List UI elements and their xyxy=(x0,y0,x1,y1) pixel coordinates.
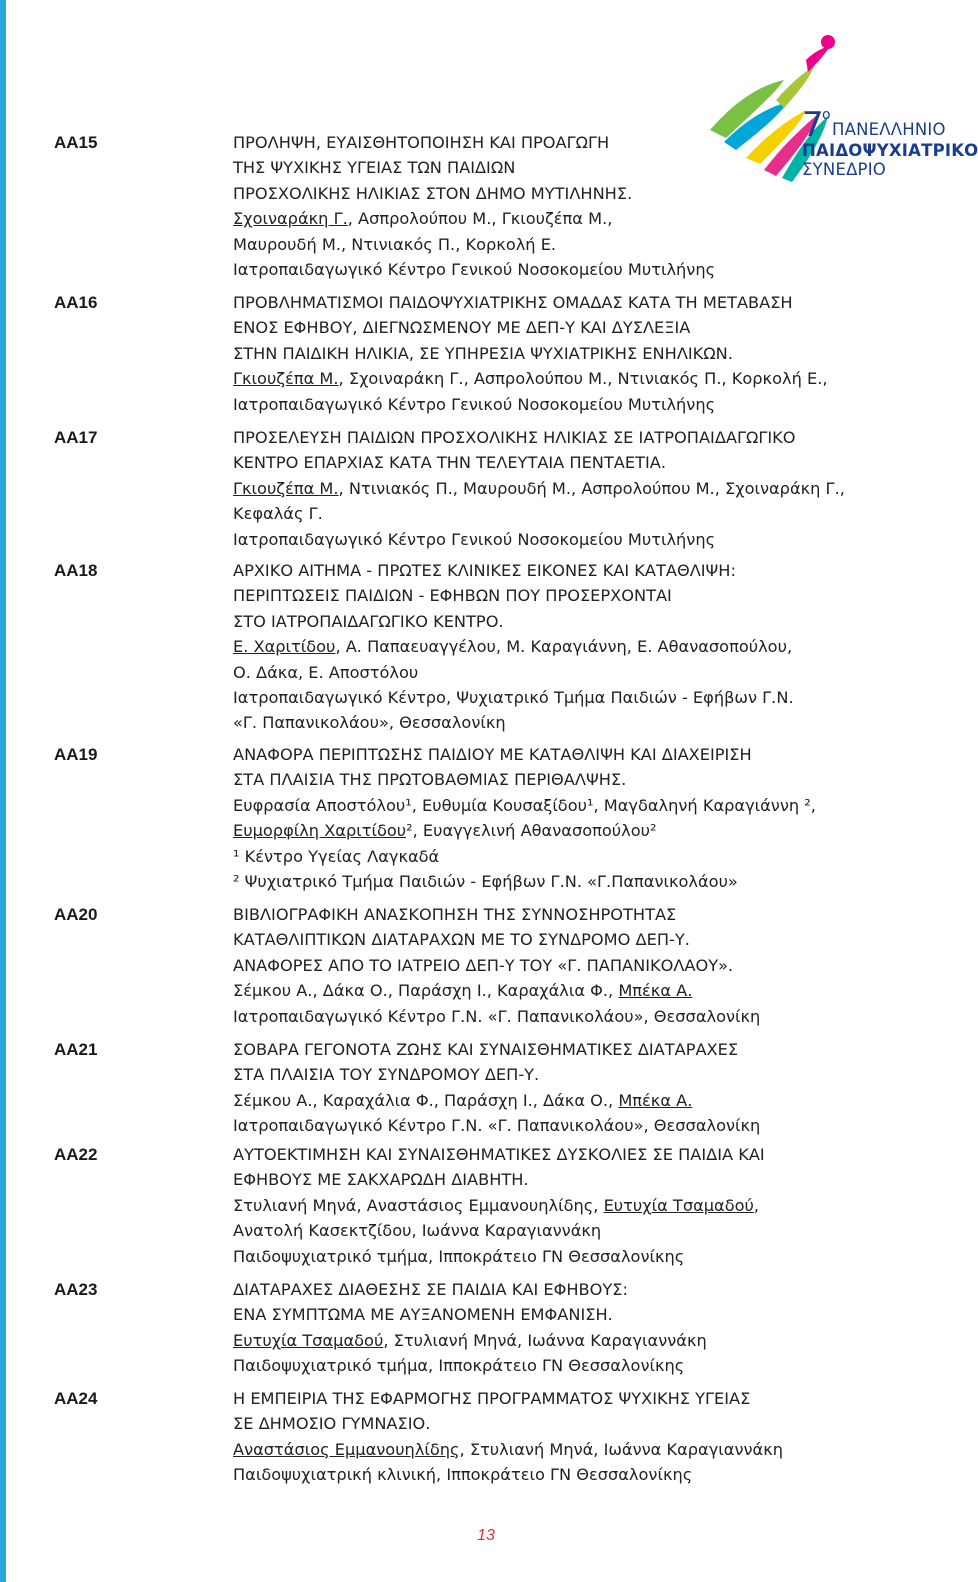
text-segment: Κεφαλάς Γ. xyxy=(233,504,323,524)
page-number: 13 xyxy=(477,1527,495,1544)
text-segment: , Α. Παπαευαγγέλου, Μ. Καραγιάννη, Ε. Αθανασοπούλου, xyxy=(335,637,793,657)
abstract-text-line xyxy=(233,1113,933,1138)
abstract-text-line xyxy=(233,1004,933,1029)
text-segment: ¹ Κέντρο Υγείας Λαγκαδά xyxy=(233,846,440,866)
text-segment: Σέμκου Α., Καραχάλια Φ., Παράσχη Ι., Δάκα Ο., xyxy=(233,1090,619,1110)
text-segment: Στυλιανή Μηνά, Αναστάσιος Εμμανουηλίδης, xyxy=(233,1195,604,1215)
text-segment: Ιατροπαιδαγωγικό Κέντρο Γ.Ν. «Γ. Παπανικολάου», Θεσσαλονίκη xyxy=(233,1116,761,1136)
abstract-title-line xyxy=(233,130,933,155)
abstract-text-line xyxy=(233,634,933,659)
abstract-body xyxy=(233,130,933,282)
abstract-body xyxy=(233,1142,933,1269)
text-segment: ΑΡΧΙΚΟ ΑΙΤΗΜΑ - ΠΡΩΤΕΣ ΚΛΙΝΙΚΕΣ ΕΙΚΟΝΕΣ ΚΑΙ ΚΑΤΑΘΛΙΨΗ: xyxy=(233,561,736,580)
abstract-text-line xyxy=(233,793,933,818)
abstract-text-line xyxy=(233,1462,933,1487)
abstract-text-line xyxy=(233,844,933,869)
text-segment: ΒΙΒΛΙΟΓΡΑΦΙΚΗ ΑΝΑΣΚΟΠΗΣΗ ΤΗΣ ΣΥΝΝΟΣΗΡΟΤΗΤΑΣ xyxy=(233,905,677,924)
text-segment: ΚΑΤΑΘΛΙΠΤΙΚΩΝ ΔΙΑΤΑΡΑΧΩΝ ΜΕ ΤΟ ΣΥΝΔΡΟΜΟ ΔΕΠ-Υ. xyxy=(233,930,690,950)
abstract-text-line xyxy=(233,767,933,792)
text-segment: Ιατροπαιδαγωγικό Κέντρο Γ.Ν. «Γ. Παπανικολάου», Θεσσαλονίκη xyxy=(233,1006,761,1026)
abstract-text-line xyxy=(233,366,933,391)
abstract-body xyxy=(233,425,933,552)
abstract-text-line xyxy=(233,476,933,501)
text-segment: Ο. Δάκα, Ε. Αποστόλου xyxy=(233,662,419,682)
text-segment: Παιδοψυχιατρικό τμήμα, Ιπποκράτειο ΓΝ Θεσσαλονίκης xyxy=(233,1356,685,1376)
abstract-text-line xyxy=(233,927,933,952)
abstract-text-line xyxy=(233,1411,933,1436)
abstract-text-line xyxy=(233,710,933,735)
abstract-text-line xyxy=(233,501,933,526)
text-segment: ΠΡΟΒΛΗΜΑΤΙΣΜΟΙ ΠΑΙΔΟΨΥΧΙΑΤΡΙΚΗΣ ΟΜΑΔΑΣ ΚΑΤΑ ΤΗ ΜΕΤΑΒΑΣΗ xyxy=(233,293,793,312)
abstract-body xyxy=(233,902,933,1029)
text-segment: ΣΤΟ ΙΑΤΡΟΠΑΙΔΑΓΩΓΙΚΟ ΚΕΝΤΡΟ. xyxy=(233,611,504,631)
text-segment: ² Ψυχιατρικό Τμήμα Παιδιών - Εφήβων Γ.Ν. «Γ.Παπανικολάου» xyxy=(233,872,738,892)
abstract-body xyxy=(233,742,933,894)
abstract-text-line xyxy=(233,392,933,417)
abstract-title-line xyxy=(233,1386,933,1411)
abstract-text-line xyxy=(233,232,933,257)
abstract-title-line xyxy=(233,425,933,450)
text-segment: Ιατροπαιδαγωγικό Κέντρο Γενικού Νοσοκομείου Μυτιλήνης xyxy=(233,394,716,414)
text-segment: Ευφρασία Αποστόλου¹, Ευθυμία Κουσαξίδου¹, Μαγδαληνή Καραγιάννη ², xyxy=(233,795,816,815)
logo-line-1: ΠΑΝΕΛΛΗΝΙΟ xyxy=(832,120,946,139)
text-segment: ², Ευαγγελινή Αθανασοπούλου² xyxy=(406,821,657,841)
text-segment: Μαυρουδή Μ., Ντινιακός Π., Κορκολή Ε. xyxy=(233,234,557,254)
abstract-text-line xyxy=(233,181,933,206)
logo-superscript: ο xyxy=(822,107,831,123)
abstract-text-line xyxy=(233,315,933,340)
presenting-author: Μπέκα Α. xyxy=(618,1090,693,1110)
text-segment: ΑΥΤΟΕΚΤΙΜΗΣΗ ΚΑΙ ΣΥΝΑΙΣΘΗΜΑΤΙΚΕΣ ΔΥΣΚΟΛΙΕΣ ΣΕ ΠΑΙΔΙΑ ΚΑΙ xyxy=(233,1145,765,1164)
presenting-author: Ευτυχία Τσαμαδού xyxy=(233,1330,384,1350)
text-segment: Ανατολή Κασεκτζίδου, Ιωάννα Καραγιαννάκη xyxy=(233,1221,602,1241)
text-segment: ΕΝΟΣ ΕΦΗΒΟΥ, ΔΙΕΓΝΩΣΜΕΝΟΥ ΜΕ ΔΕΠ-Υ ΚΑΙ ΔΥΣΛΕΞΙΑ xyxy=(233,318,691,338)
abstract-text-line xyxy=(233,1218,933,1243)
text-segment: Η ΕΜΠΕΙΡΙΑ ΤΗΣ ΕΦΑΡΜΟΓΗΣ ΠΡΟΓΡΑΜΜΑΤΟΣ ΨΥΧΙΚΗΣ ΥΓΕΙΑΣ xyxy=(233,1389,751,1408)
text-segment: ΣΤΑ ΠΛΑΙΣΙΑ ΤΗΣ ΠΡΩΤΟΒΑΘΜΙΑΣ ΠΕΡΙΘΑΛΨΗΣ. xyxy=(233,770,627,790)
text-segment: , Ασπρολούπου Μ., Γκιουζέπα Μ., xyxy=(347,209,613,229)
abstract-body xyxy=(233,1277,933,1379)
text-segment: ΠΕΡΙΠΤΩΣΕΙΣ ΠΑΙΔΙΩΝ - ΕΦΗΒΩΝ ΠΟΥ ΠΡΟΣΕΡΧΟΝΤΑΙ xyxy=(233,586,672,606)
abstract-body xyxy=(233,1037,933,1139)
presenting-author: Σχοιναράκη Γ. xyxy=(233,209,348,229)
text-segment: ΣΟΒΑΡΑ ΓΕΓΟΝΟΤΑ ΖΩΗΣ ΚΑΙ ΣΥΝΑΙΣΘΗΜΑΤΙΚΕΣ ΔΙΑΤΑΡΑΧΕΣ xyxy=(233,1040,739,1059)
presenting-author: Γκιουζέπα Μ. xyxy=(233,369,339,389)
abstract-text-line xyxy=(233,660,933,685)
abstract-code: AA17 xyxy=(54,428,98,447)
text-segment: , Ντινιακός Π., Μαυρουδή Μ., Ασπρολούπου Μ., Σχοιναράκη Γ., xyxy=(338,478,845,498)
abstract-text-line xyxy=(233,1244,933,1269)
text-segment: ΕΦΗΒΟΥΣ ΜΕ ΣΑΚΧΑΡΩΔΗ ΔΙΑΒΗΤΗ. xyxy=(233,1170,529,1190)
abstract-text-line xyxy=(233,1302,933,1327)
abstract-code: AA19 xyxy=(54,745,98,764)
abstract-title-line xyxy=(233,902,933,927)
text-segment: , Σχοιναράκη Γ., Ασπρολούπου Μ., Ντινιακός Π., Κορκολή Ε., xyxy=(338,369,828,389)
text-segment: Παιδοψυχιατρική κλινική, Ιπποκράτειο ΓΝ Θεσσαλονίκης xyxy=(233,1465,693,1485)
abstract-code: AA21 xyxy=(54,1040,98,1059)
abstract-text-line xyxy=(233,341,933,366)
text-segment: Σέμκου Α., Δάκα Ο., Παράσχη Ι., Καραχάλια Φ., xyxy=(233,981,619,1001)
text-segment: ΣΤΗΝ ΠΑΙΔΙΚΗ ΗΛΙΚΙΑ, ΣΕ ΥΠΗΡΕΣΙΑ ΨΥΧΙΑΤΡΙΚΗΣ ΕΝΗΛΙΚΩΝ. xyxy=(233,343,733,363)
abstract-code: AA18 xyxy=(54,561,98,580)
abstract-text-line xyxy=(233,869,933,894)
abstract-text-line xyxy=(233,1062,933,1087)
text-segment: , Στυλιανή Μηνά, Ιωάννα Καραγιαννάκη xyxy=(459,1439,783,1459)
text-segment: Ιατροπαιδαγωγικό Κέντρο, Ψυχιατρικό Τμήμα Παιδιών - Εφήβων Γ.Ν. xyxy=(233,688,794,708)
abstract-text-line xyxy=(233,1088,933,1113)
text-segment: ΣΤΑ ΠΛΑΙΣΙΑ ΤΟΥ ΣΥΝΔΡΟΜΟΥ ΔΕΠ-Υ. xyxy=(233,1065,540,1085)
abstract-title-line xyxy=(233,742,933,767)
presenting-author: Γκιουζέπα Μ. xyxy=(233,478,339,498)
text-segment: ΠΡΟΣΧΟΛΙΚΗΣ ΗΛΙΚΙΑΣ ΣΤΟΝ ΔΗΜΟ ΜΥΤΙΛΗΝΗΣ. xyxy=(233,183,633,203)
abstract-text-line xyxy=(233,1353,933,1378)
abstract-text-line xyxy=(233,527,933,552)
presenting-author: Ευτυχία Τσαμαδού xyxy=(603,1195,754,1215)
text-segment: , xyxy=(753,1195,760,1215)
abstract-body xyxy=(233,558,933,736)
abstract-body xyxy=(233,290,933,417)
abstract-text-line xyxy=(233,1437,933,1462)
text-segment: ΑΝΑΦΟΡΑ ΠΕΡΙΠΤΩΣΗΣ ΠΑΙΔΙΟΥ ΜΕ ΚΑΤΑΘΛΙΨΗ ΚΑΙ ΔΙΑΧΕΙΡΙΣΗ xyxy=(233,745,752,764)
presenting-author: Αναστάσιος Εμμανουηλίδης xyxy=(233,1439,460,1459)
abstract-body xyxy=(233,1386,933,1488)
presenting-author: Ε. Χαριτίδου xyxy=(233,637,336,657)
text-segment: ΚΕΝΤΡΟ ΕΠΑΡΧΙΑΣ ΚΑΤΑ ΤΗΝ ΤΕΛΕΥΤΑΙΑ ΠΕΝΤΑΕΤΙΑ. xyxy=(233,453,666,473)
abstract-text-line xyxy=(233,818,933,843)
abstract-code: AA24 xyxy=(54,1389,98,1408)
text-segment: ΤΗΣ ΨΥΧΙΚΗΣ ΥΓΕΙΑΣ ΤΩΝ ΠΑΙΔΙΩΝ xyxy=(233,158,516,178)
abstract-title-line xyxy=(233,1277,933,1302)
text-segment: ΠΡΟΣΕΛΕΥΣΗ ΠΑΙΔΙΩΝ ΠΡΟΣΧΟΛΙΚΗΣ ΗΛΙΚΙΑΣ ΣΕ ΙΑΤΡΟΠΑΙΔΑΓΩΓΙΚΟ xyxy=(233,428,796,447)
text-segment: ΔΙΑΤΑΡΑΧΕΣ ΔΙΑΘΕΣΗΣ ΣΕ ΠΑΙΔΙΑ ΚΑΙ ΕΦΗΒΟΥΣ: xyxy=(233,1280,628,1299)
abstract-text-line xyxy=(233,1328,933,1353)
abstract-text-line xyxy=(233,685,933,710)
text-segment: Ιατροπαιδαγωγικό Κέντρο Γενικού Νοσοκομείου Μυτιλήνης xyxy=(233,260,716,280)
presenting-author: Ευμορφίλη Χαριτίδου xyxy=(233,821,407,841)
text-segment: ΑΝΑΦΟΡΕΣ ΑΠΟ ΤΟ ΙΑΤΡΕΙΟ ΔΕΠ-Υ ΤΟΥ «Γ. ΠΑΠΑΝΙΚΟΛΑΟΥ». xyxy=(233,955,734,975)
abstract-text-line xyxy=(233,206,933,231)
abstract-title-line xyxy=(233,1037,933,1062)
text-segment: ΣΕ ΔΗΜΟΣΙΟ ΓΥΜΝΑΣΙΟ. xyxy=(233,1414,431,1434)
abstract-text-line xyxy=(233,257,933,282)
abstract-title-line xyxy=(233,290,933,315)
text-segment: , Στυλιανή Μηνά, Ιωάννα Καραγιαννάκη xyxy=(383,1330,707,1350)
abstract-text-line xyxy=(233,609,933,634)
abstract-text-line xyxy=(233,155,933,180)
logo-line-3: ΣΥΝΕΔΡΙΟ xyxy=(802,160,886,179)
abstract-text-line xyxy=(233,953,933,978)
text-segment: Ιατροπαιδαγωγικό Κέντρο Γενικού Νοσοκομείου Μυτιλήνης xyxy=(233,529,716,549)
text-segment: ΕΝΑ ΣΥΜΠΤΩΜΑ ΜΕ ΑΥΞΑΝΟΜΕΝΗ ΕΜΦΑΝΙΣΗ. xyxy=(233,1305,613,1325)
abstract-title-line xyxy=(233,558,933,583)
text-segment: Παιδοψυχιατρικό τμήμα, Ιπποκράτειο ΓΝ Θεσσαλονίκης xyxy=(233,1246,685,1266)
abstract-code: AA15 xyxy=(54,133,98,152)
side-stripe xyxy=(0,0,6,1582)
presenting-author: Μπέκα Α. xyxy=(618,981,693,1001)
text-segment: «Γ. Παπανικολάου», Θεσσαλονίκη xyxy=(233,713,506,733)
text-segment: ΠΡΟΛΗΨΗ, ΕΥΑΙΣΘΗΤΟΠΟΙΗΣΗ ΚΑΙ ΠΡΟΑΓΩΓΗ xyxy=(233,133,610,152)
abstract-text-line xyxy=(233,1167,933,1192)
abstract-code: AA20 xyxy=(54,905,98,924)
abstract-text-line xyxy=(233,583,933,608)
logo-line-2: ΠΑΙΔΟΨΥΧΙΑΤΡΙΚΟ xyxy=(802,141,978,160)
abstract-text-line xyxy=(233,1193,933,1218)
logo-number: 7 xyxy=(802,105,824,145)
abstract-code: AA16 xyxy=(54,293,98,312)
abstract-title-line xyxy=(233,1142,933,1167)
abstract-text-line xyxy=(233,450,933,475)
abstract-code: AA23 xyxy=(54,1280,98,1299)
abstract-code: AA22 xyxy=(54,1145,98,1164)
abstract-text-line xyxy=(233,978,933,1003)
